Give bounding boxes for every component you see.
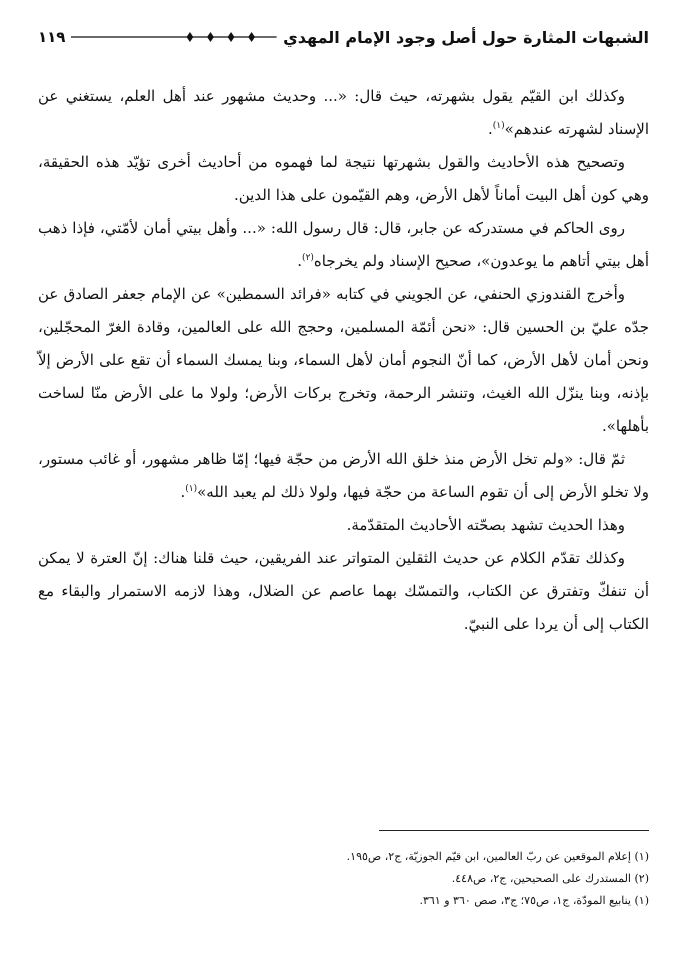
main-text — [38, 80, 649, 641]
footnote-separator — [379, 830, 649, 831]
header-ornament-rule — [71, 31, 277, 43]
footnote-ref: (٢) — [302, 253, 314, 263]
paragraph-correction: وتصحيح هذه الأحاديث والقول بشهرتها نتيجة لما فهموه من أحاديث أخرى تؤيّد هذه الحقيقة، وهي كون أهل البيت أماناً لأهل الأرض، وهم القيّمون على هذا الدين. — [38, 153, 649, 204]
footnote-item: (٢) المستدرك على الصحيحين، ج٢، ص٤٤٨. — [451, 872, 649, 885]
paragraph-hadith-witness: وهذا الحديث تشهد بصحّته الأحاديث المتقدّمة. — [346, 516, 625, 534]
page-number: ١١٩ — [38, 28, 66, 46]
header-title: الشبهات المثارة حول أصل وجود الإمام المهدي — [283, 27, 649, 47]
paragraph-then-said: ثمّ قال: «ولم تخل الأرض منذ خلق الله الأرض من حجّة فيها؛ إمّا ظاهر مشهور، أو غائب مستور، ولا تخلو الأرض إلى أن تقوم الساعة من حجّة فيها، ولولا ذلك لم يعبد الله»$^{(١)}$. — [38, 450, 649, 501]
paragraph-ibn-qayyim: وكذلك ابن القيّم يقول بشهرته، حيث قال: «... وحديث مشهور عند أهل العلم، يستغني عن الإسناد لشهرته عندهم»$^{(١)}$. — [38, 87, 649, 138]
paragraph-hakim: روى الحاكم في مستدركه عن جابر، قال: قال رسول الله: «... وأهل بيتي أمان لأمّتي، فإذا ذهب أهل بيتي أتاهم ما يوعدون»، صحيح الإسناد ولم يخرجاه$^{(٢)}$. — [38, 219, 649, 270]
paragraph-qanduzi: وأخرج القندوزي الحنفي، عن الجويني في كتابه «فرائد السمطين» عن الإمام جعفر الصادق عن جدّه عليّ بن الحسين قال: «نحن أئمّة المسلمين، وحجج الله على العالمين، وقادة الغرّ المحجّلين، ونحن أمان لأهل الأرض، كما أنّ النجوم أمان لأهل السماء، وبنا يمسك السماء أن تقع على الأرض إلاّ بإذنه، وبنا ينزّل الله الغيث، وتنشر الرحمة، وتخرج بركات الأرض؛ ولولا ما على الأرض منّا لساخت بأهلها». — [38, 285, 649, 435]
footnote-ref: (١) — [185, 484, 198, 494]
paragraph-thaqalayn: وكذلك تقدّم الكلام عن حديث الثقلين المتواتر عند الفريقين، حيث قلنا هناك: إنّ العترة لا يمكن أن تنفكّ وتفترق عن الكتاب، والتمسّك بهما عاصم عن الضلال، وهذا لازمه الاستمرار والبقاء مع الكتاب إلى أن يردا على النبيّ. — [38, 549, 649, 633]
footnotes — [38, 846, 649, 912]
footnote-ref: (١) — [492, 121, 505, 131]
ornament-line-icon — [71, 31, 277, 43]
footnote-item: (١) ينابيع المودّة، ج١، ص٧٥؛ ج٣، صص ٣٦٠ و ٣٦١. — [419, 894, 649, 907]
footnote-item: (١) إعلام الموقعين عن ربّ العالمين، ابن قيّم الجوزيّة، ج٢، ص١٩٥. — [346, 850, 649, 863]
running-header — [38, 22, 649, 52]
